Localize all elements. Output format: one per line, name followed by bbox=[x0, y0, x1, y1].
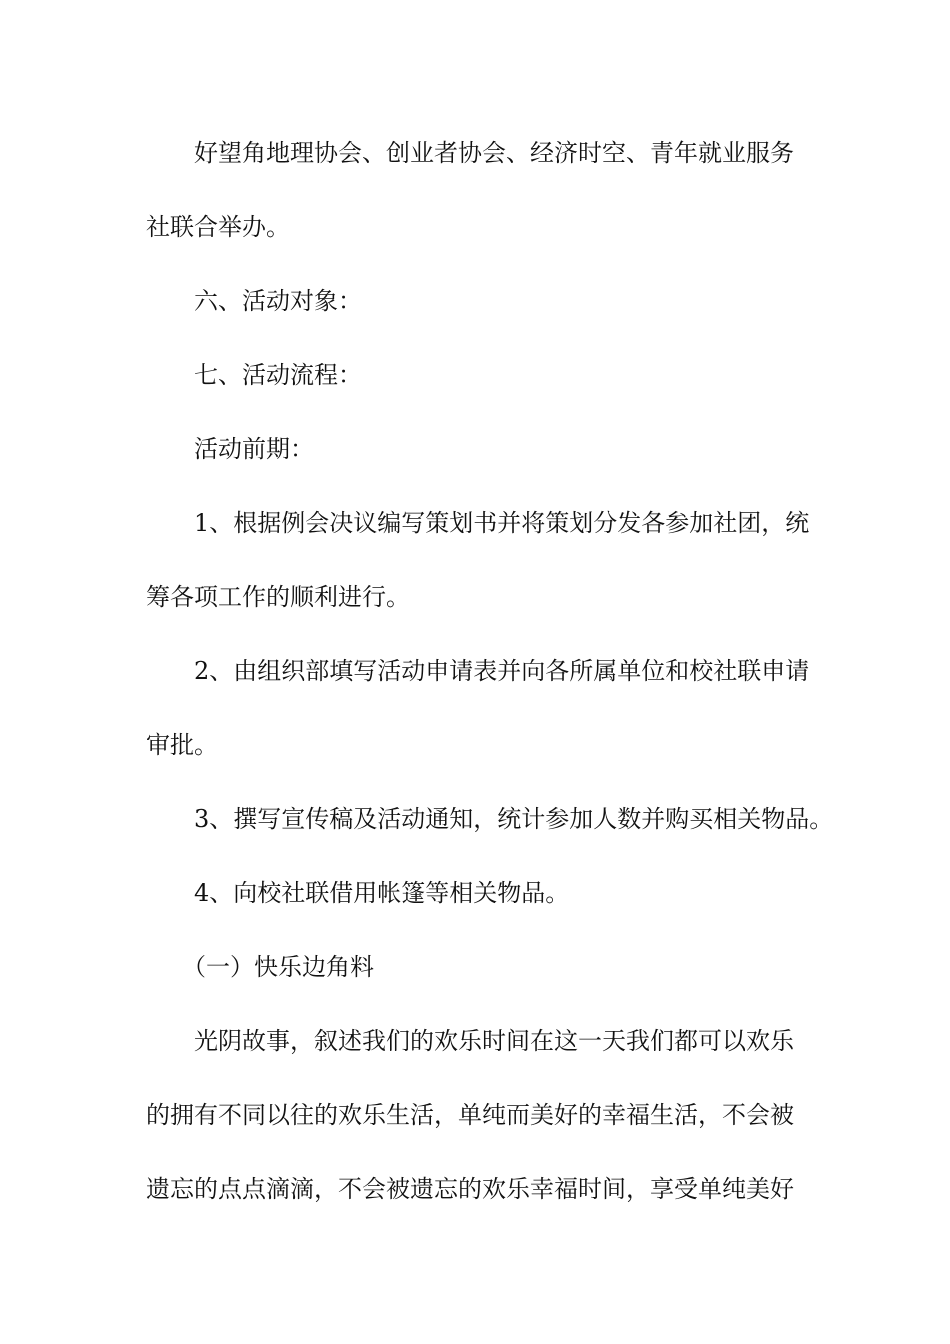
paragraph-line: 遗忘的点点滴滴，不会被遗忘的欢乐幸福时间，享受单纯美好 bbox=[146, 1175, 794, 1203]
list-item-1: 1、根据例会决议编写策划书并将策划分发各参加社团，统 bbox=[194, 509, 810, 537]
paragraph-line: 的拥有不同以往的欢乐生活，单纯而美好的幸福生活，不会被 bbox=[146, 1101, 794, 1129]
list-item-3: 3、撰写宣传稿及活动通知，统计参加人数并购买相关物品。 bbox=[194, 805, 834, 833]
paragraph-line: 好望角地理协会、创业者协会、经济时空、青年就业服务 bbox=[194, 139, 794, 167]
list-item-2: 2、由组织部填写活动申请表并向各所属单位和校社联申请 bbox=[194, 657, 810, 685]
list-item-2-continued: 审批。 bbox=[146, 731, 218, 759]
section-heading-6: 六、活动对象： bbox=[194, 287, 362, 315]
paragraph-line: 社联合举办。 bbox=[146, 213, 290, 241]
list-item-1-continued: 筹各项工作的顺利进行。 bbox=[146, 583, 410, 611]
subsection-heading: 活动前期： bbox=[194, 435, 314, 463]
list-item-4: 4、向校社联借用帐篷等相关物品。 bbox=[194, 879, 570, 907]
paragraph-line: 光阴故事，叙述我们的欢乐时间在这一天我们都可以欢乐 bbox=[194, 1027, 794, 1055]
section-heading-7: 七、活动流程： bbox=[194, 361, 362, 389]
section-heading-happy-scraps: （一）快乐边角料 bbox=[182, 953, 374, 981]
